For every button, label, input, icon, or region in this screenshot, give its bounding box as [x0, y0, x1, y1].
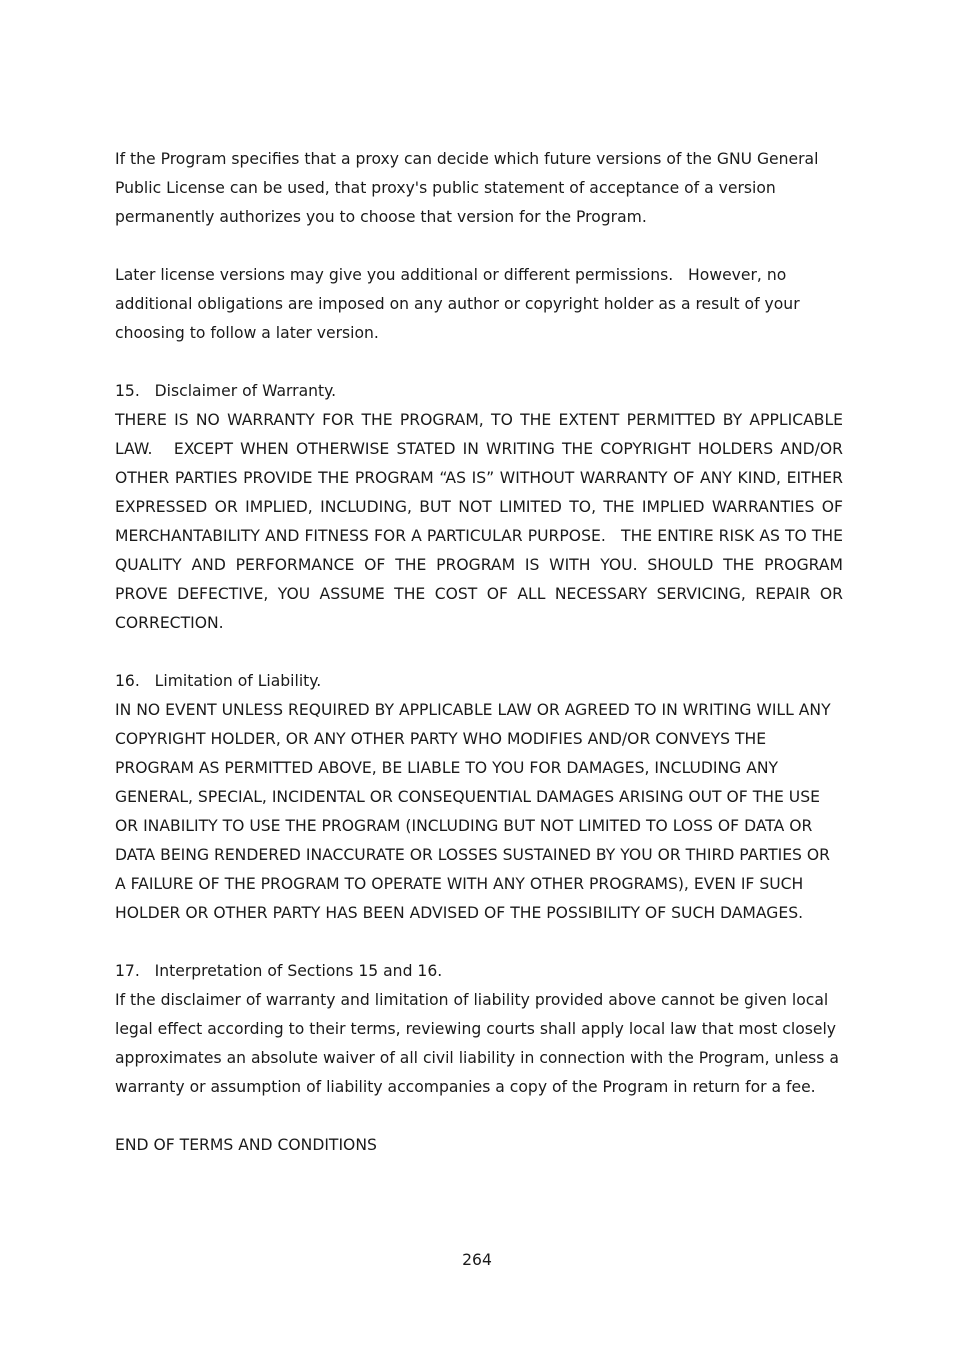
paragraph-proxy-versions: If the Program specifies that a proxy can decide which future versions of the GNU General Public License can be used, that proxy's public statement of acceptance of a version permanently authorizes you to choose that version for the Program.: [115, 150, 824, 226]
section-heading: 17. Interpretation of Sections 15 and 16.: [115, 962, 443, 980]
section-body: THERE IS NO WARRANTY FOR THE PROGRAM, TO THE EXTENT PERMITTED BY APPLICABLE LAW. EXCEPT WHEN OTHERWISE STATED IN WRITING THE COPYRIGHT HOLDERS AND/OR OTHER PARTIES PROVIDE THE PROGRAM “AS IS” WITHOUT WARRANTY OF ANY KIND, EITHER EXPRESSED OR IMPLIED, INCLUDING, BUT NOT LIMITED TO, THE IMPLIED WARRANTIES OF MERCHANTABILITY AND FITNESS FOR A PARTICULAR PURPOSE. THE ENTIRE RISK AS TO THE QUALITY AND PERFORMANCE OF THE PROGRAM IS WITH YOU. SHOULD THE PROGRAM PROVE DEFECTIVE, YOU ASSUME THE COST OF ALL NECESSARY SERVICING, REPAIR OR CORRECTION.: [115, 411, 848, 632]
section-disclaimer-of-warranty: [115, 377, 848, 638]
section-interpretation: [115, 957, 843, 1102]
page-number: 264: [462, 1251, 492, 1269]
section-body: IN NO EVENT UNLESS REQUIRED BY APPLICABLE LAW OR AGREED TO IN WRITING WILL ANY COPYRIGHT HOLDER, OR ANY OTHER PARTY WHO MODIFIES AND/OR CONVEYS THE PROGRAM AS PERMITTED ABOVE, BE LIABLE TO YOU FOR DAMAGES, INCLUDING ANY GENERAL, SPECIAL, INCIDENTAL OR CONSEQUENTIAL DAMAGES ARISING OUT OF THE USE OR INABILITY TO USE THE PROGRAM (INCLUDING BUT NOT LIMITED TO LOSS OF DATA OR DATA BEING RENDERED INACCURATE OR LOSSES SUSTAINED BY YOU OR THIRD PARTIES OR A FAILURE OF THE PROGRAM TO OPERATE WITH ANY OTHER PROGRAMS), EVEN IF SUCH HOLDER OR OTHER PARTY HAS BEEN ADVISED OF THE POSSIBILITY OF SUCH DAMAGES.: [115, 701, 836, 922]
closing-statement: END OF TERMS AND CONDITIONS: [115, 1136, 377, 1154]
paragraph-later-versions: Later license versions may give you additional or different permissions. However, no additional obligations are imposed on any author or copyright holder as a result of your choosing to follow a later version.: [115, 266, 805, 342]
section-body: If the disclaimer of warranty and limitation of liability provided above cannot be given local legal effect according to their terms, reviewing courts shall apply local law that most closely approximates an absolute waiver of all civil liability in connection with the Program, unless a warranty or assumption of liability accompanies a copy of the Program in return for a fee.: [115, 991, 844, 1096]
section-heading: 16. Limitation of Liability.: [115, 672, 322, 690]
section-limitation-of-liability: [115, 667, 843, 928]
section-heading: 15. Disclaimer of Warranty.: [115, 382, 337, 400]
document-page: [115, 145, 848, 1189]
